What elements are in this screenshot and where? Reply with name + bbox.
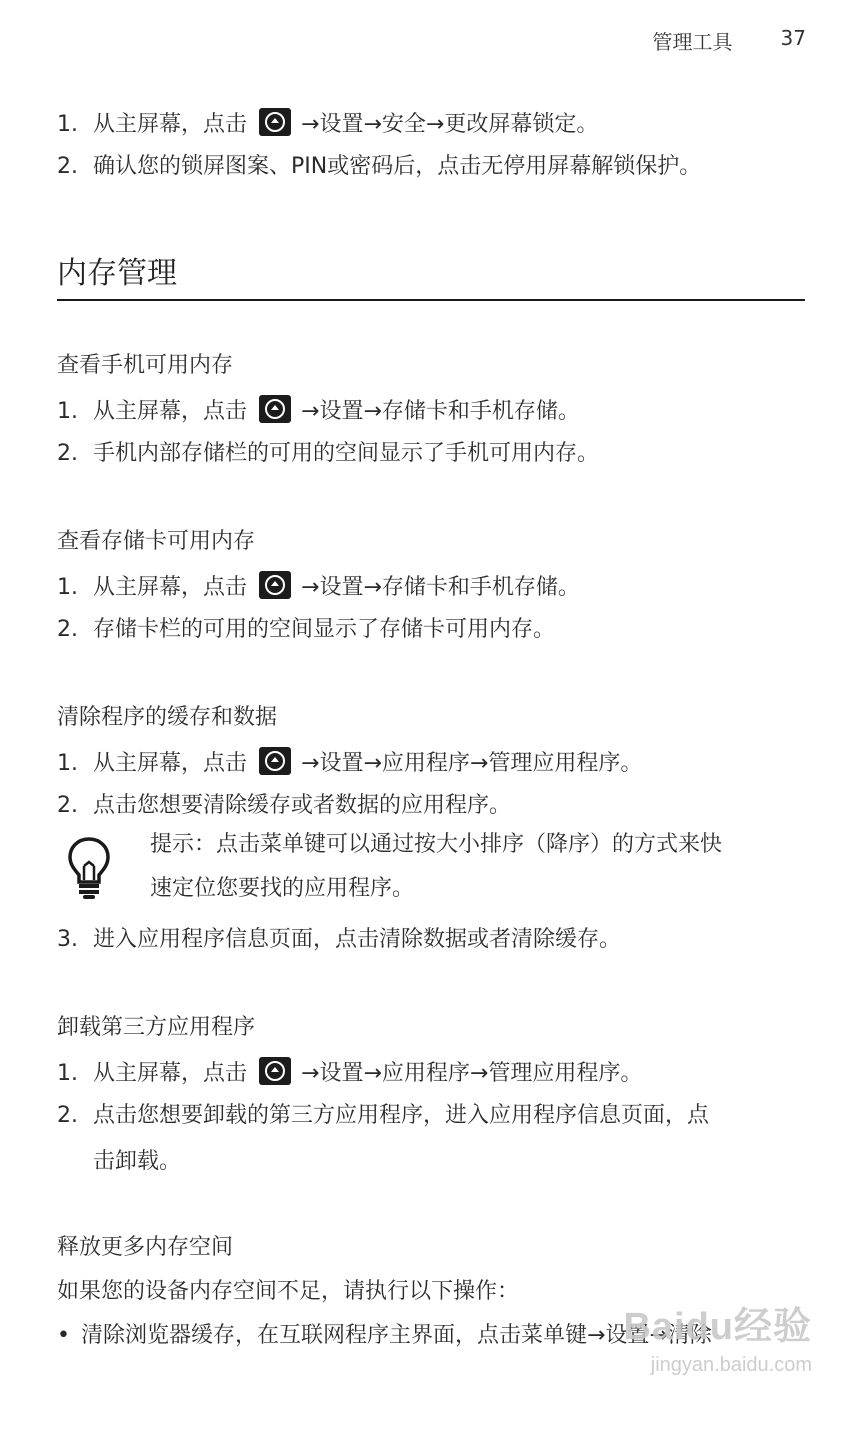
step-number: 2. [57,793,78,818]
clear-cache-step-1 [57,747,642,779]
step-number: 1. [57,751,78,776]
subsection-title-check-card: 查看存储卡可用内存 [57,529,256,554]
check-phone-step-1 [57,395,580,427]
subsection-title-clear-cache: 清除程序的缓存和数据 [57,705,278,730]
step-text-prefix: 从主屏幕，点击 [93,575,248,600]
step-text-suffix: →设置→应用程序→管理应用程序。 [301,751,643,776]
header-section-name: 管理工具 [652,30,733,54]
step-text-prefix: 从主屏幕，点击 [93,112,248,137]
step-number: 2. [57,154,78,179]
step-text-suffix: →设置→存储卡和手机存储。 [301,399,580,424]
step-text: 点击您想要清除缓存或者数据的应用程序。 [93,793,512,818]
subsection-title-free-memory: 释放更多内存空间 [57,1235,234,1260]
step-number: 1. [57,1061,78,1086]
uninstall-step-2 [57,1101,709,1131]
step-number: 2. [57,1103,78,1128]
check-card-step-2 [57,615,555,645]
subsection-title-uninstall: 卸载第三方应用程序 [57,1015,256,1040]
tip-text-line-1: 提示：点击菜单键可以通过按大小排序（降序）的方式来快 [150,832,723,857]
step-text-suffix: →设置→应用程序→管理应用程序。 [301,1061,643,1086]
section-divider [57,299,805,301]
step-text: 确认您的锁屏图案、PIN或密码后，点击无停用屏幕解锁保护。 [93,154,702,179]
uninstall-step-1 [57,1057,642,1089]
step-text-suffix: →设置→存储卡和手机存储。 [301,575,580,600]
check-phone-step-2 [57,439,599,469]
watermark-logo: Baidu经验 [623,1306,812,1348]
page-number: 37 [780,26,806,50]
home-button-icon [259,395,291,423]
step-number: 1. [57,575,78,600]
uninstall-step-2-continued: 击卸载。 [93,1149,182,1174]
bullet-icon: • [57,1323,70,1348]
step-number: 1. [57,112,78,137]
subsection-title-check-phone: 查看手机可用内存 [57,353,234,378]
step-text: 进入应用程序信息页面，点击清除数据或者清除缓存。 [93,927,622,952]
home-button-icon [259,1057,291,1085]
lightbulb-tip-icon [66,836,112,900]
baidu-watermark [623,1295,812,1377]
watermark-url: jingyan.baidu.com [650,1354,812,1376]
home-button-icon [259,571,291,599]
step-text: 点击您想要卸载的第三方应用程序，进入应用程序信息页面，点 [93,1103,710,1128]
step-text-prefix: 从主屏幕，点击 [93,1061,248,1086]
step-text-prefix: 从主屏幕，点击 [93,399,248,424]
step-text: 手机内部存储栏的可用的空间显示了手机可用内存。 [93,441,600,466]
free-memory-bullet-1 [57,1321,712,1351]
step-number: 3. [57,927,78,952]
clear-cache-step-2 [57,791,511,821]
section-title: 内存管理 [57,256,177,291]
intro-step-2 [57,152,701,182]
step-number: 2. [57,441,78,466]
step-text-prefix: 从主屏幕，点击 [93,751,248,776]
home-button-icon [259,108,291,136]
intro-step-1 [57,108,598,140]
step-number: 2. [57,617,78,642]
step-text-suffix: →设置→安全→更改屏幕锁定。 [301,112,599,137]
tip-text-line-2: 速定位您要找的应用程序。 [150,876,415,901]
home-button-icon [259,747,291,775]
page-header [653,26,806,55]
step-number: 1. [57,399,78,424]
clear-cache-step-3 [57,925,621,955]
check-card-step-1 [57,571,580,603]
bullet-text: 清除浏览器缓存，在互联网程序主界面，点击菜单键→设置→清除 [81,1323,712,1348]
free-memory-intro: 如果您的设备内存空间不足，请执行以下操作： [57,1279,520,1304]
step-text: 存储卡栏的可用的空间显示了存储卡可用内存。 [93,617,556,642]
